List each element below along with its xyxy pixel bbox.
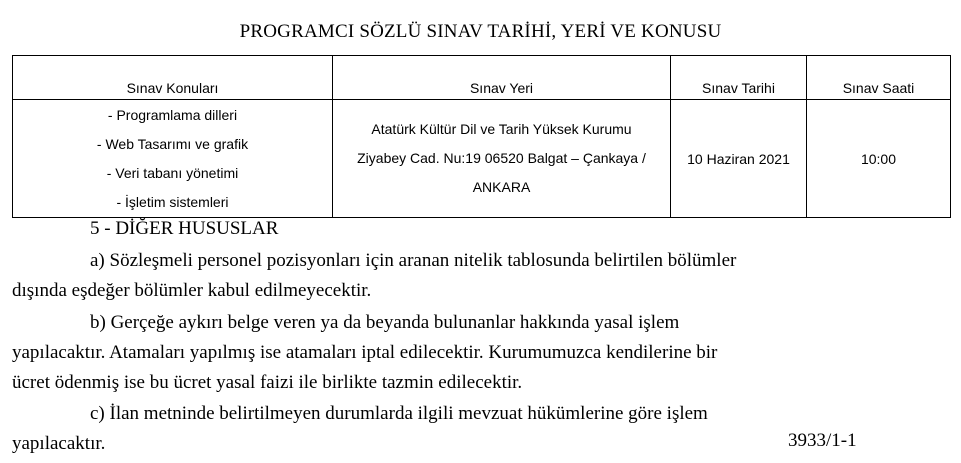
topic-item: - Programlama dilleri [107, 106, 238, 123]
paragraph-b-line1: b) Gerçeğe aykırı belge veren ya da beyanda bulunanlar hakkında yasal işlem [90, 312, 680, 333]
location-cell [333, 100, 671, 218]
topics-cell [13, 100, 333, 218]
header-exam-date: Sınav Tarihi [671, 56, 807, 100]
section-heading: 5 - DİĞER HUSUSLAR [90, 218, 279, 239]
time-cell: 10:00 [807, 100, 951, 218]
paragraph-c-line2: yapılacaktır. [12, 433, 106, 454]
paragraph-a-line2: dışında eşdeğer bölümler kabul edilmeyecektir. [12, 280, 372, 301]
topic-item: - Veri tabanı yönetimi [106, 164, 239, 181]
paragraph-b-line2: yapılacaktır. Atamaları yapılmış ise atamaları iptal edilecektir. Kurumumuzca kendilerine bir [12, 342, 718, 363]
reference-number: 3933/1-1 [788, 430, 857, 451]
document-title: PROGRAMCI SÖZLÜ SINAV TARİHİ, YERİ VE KONUSU [239, 21, 722, 42]
exam-schedule-table [12, 55, 951, 218]
topic-item: - Web Tasarımı ve grafik [96, 135, 249, 152]
table-header-row [13, 56, 951, 100]
header-exam-time: Sınav Saati [807, 56, 951, 100]
date-cell: 10 Haziran 2021 [671, 100, 807, 218]
paragraph-a-line1: a) Sözleşmeli personel pozisyonları için aranan nitelik tablosunda belirtilen bölümler [90, 250, 737, 271]
paragraph-b-line3: ücret ödenmiş ise bu ücret yasal faizi ile birlikte tazmin edilecektir. [12, 372, 523, 393]
location-line: Atatürk Kültür Dil ve Tarih Yüksek Kurumu [371, 121, 632, 137]
header-exam-location: Sınav Yeri [333, 56, 671, 100]
topic-item: - İşletim sistemleri [116, 193, 229, 210]
table-row [13, 100, 951, 218]
location-line: Ziyabey Cad. Nu:19 06520 Balgat – Çankaya / [357, 150, 646, 166]
location-line: ANKARA [472, 179, 531, 195]
header-exam-topics: Sınav Konuları [13, 56, 333, 100]
paragraph-c-line1: c) İlan metninde belirtilmeyen durumlarda ilgili mevzuat hükümlerine göre işlem [90, 403, 708, 424]
